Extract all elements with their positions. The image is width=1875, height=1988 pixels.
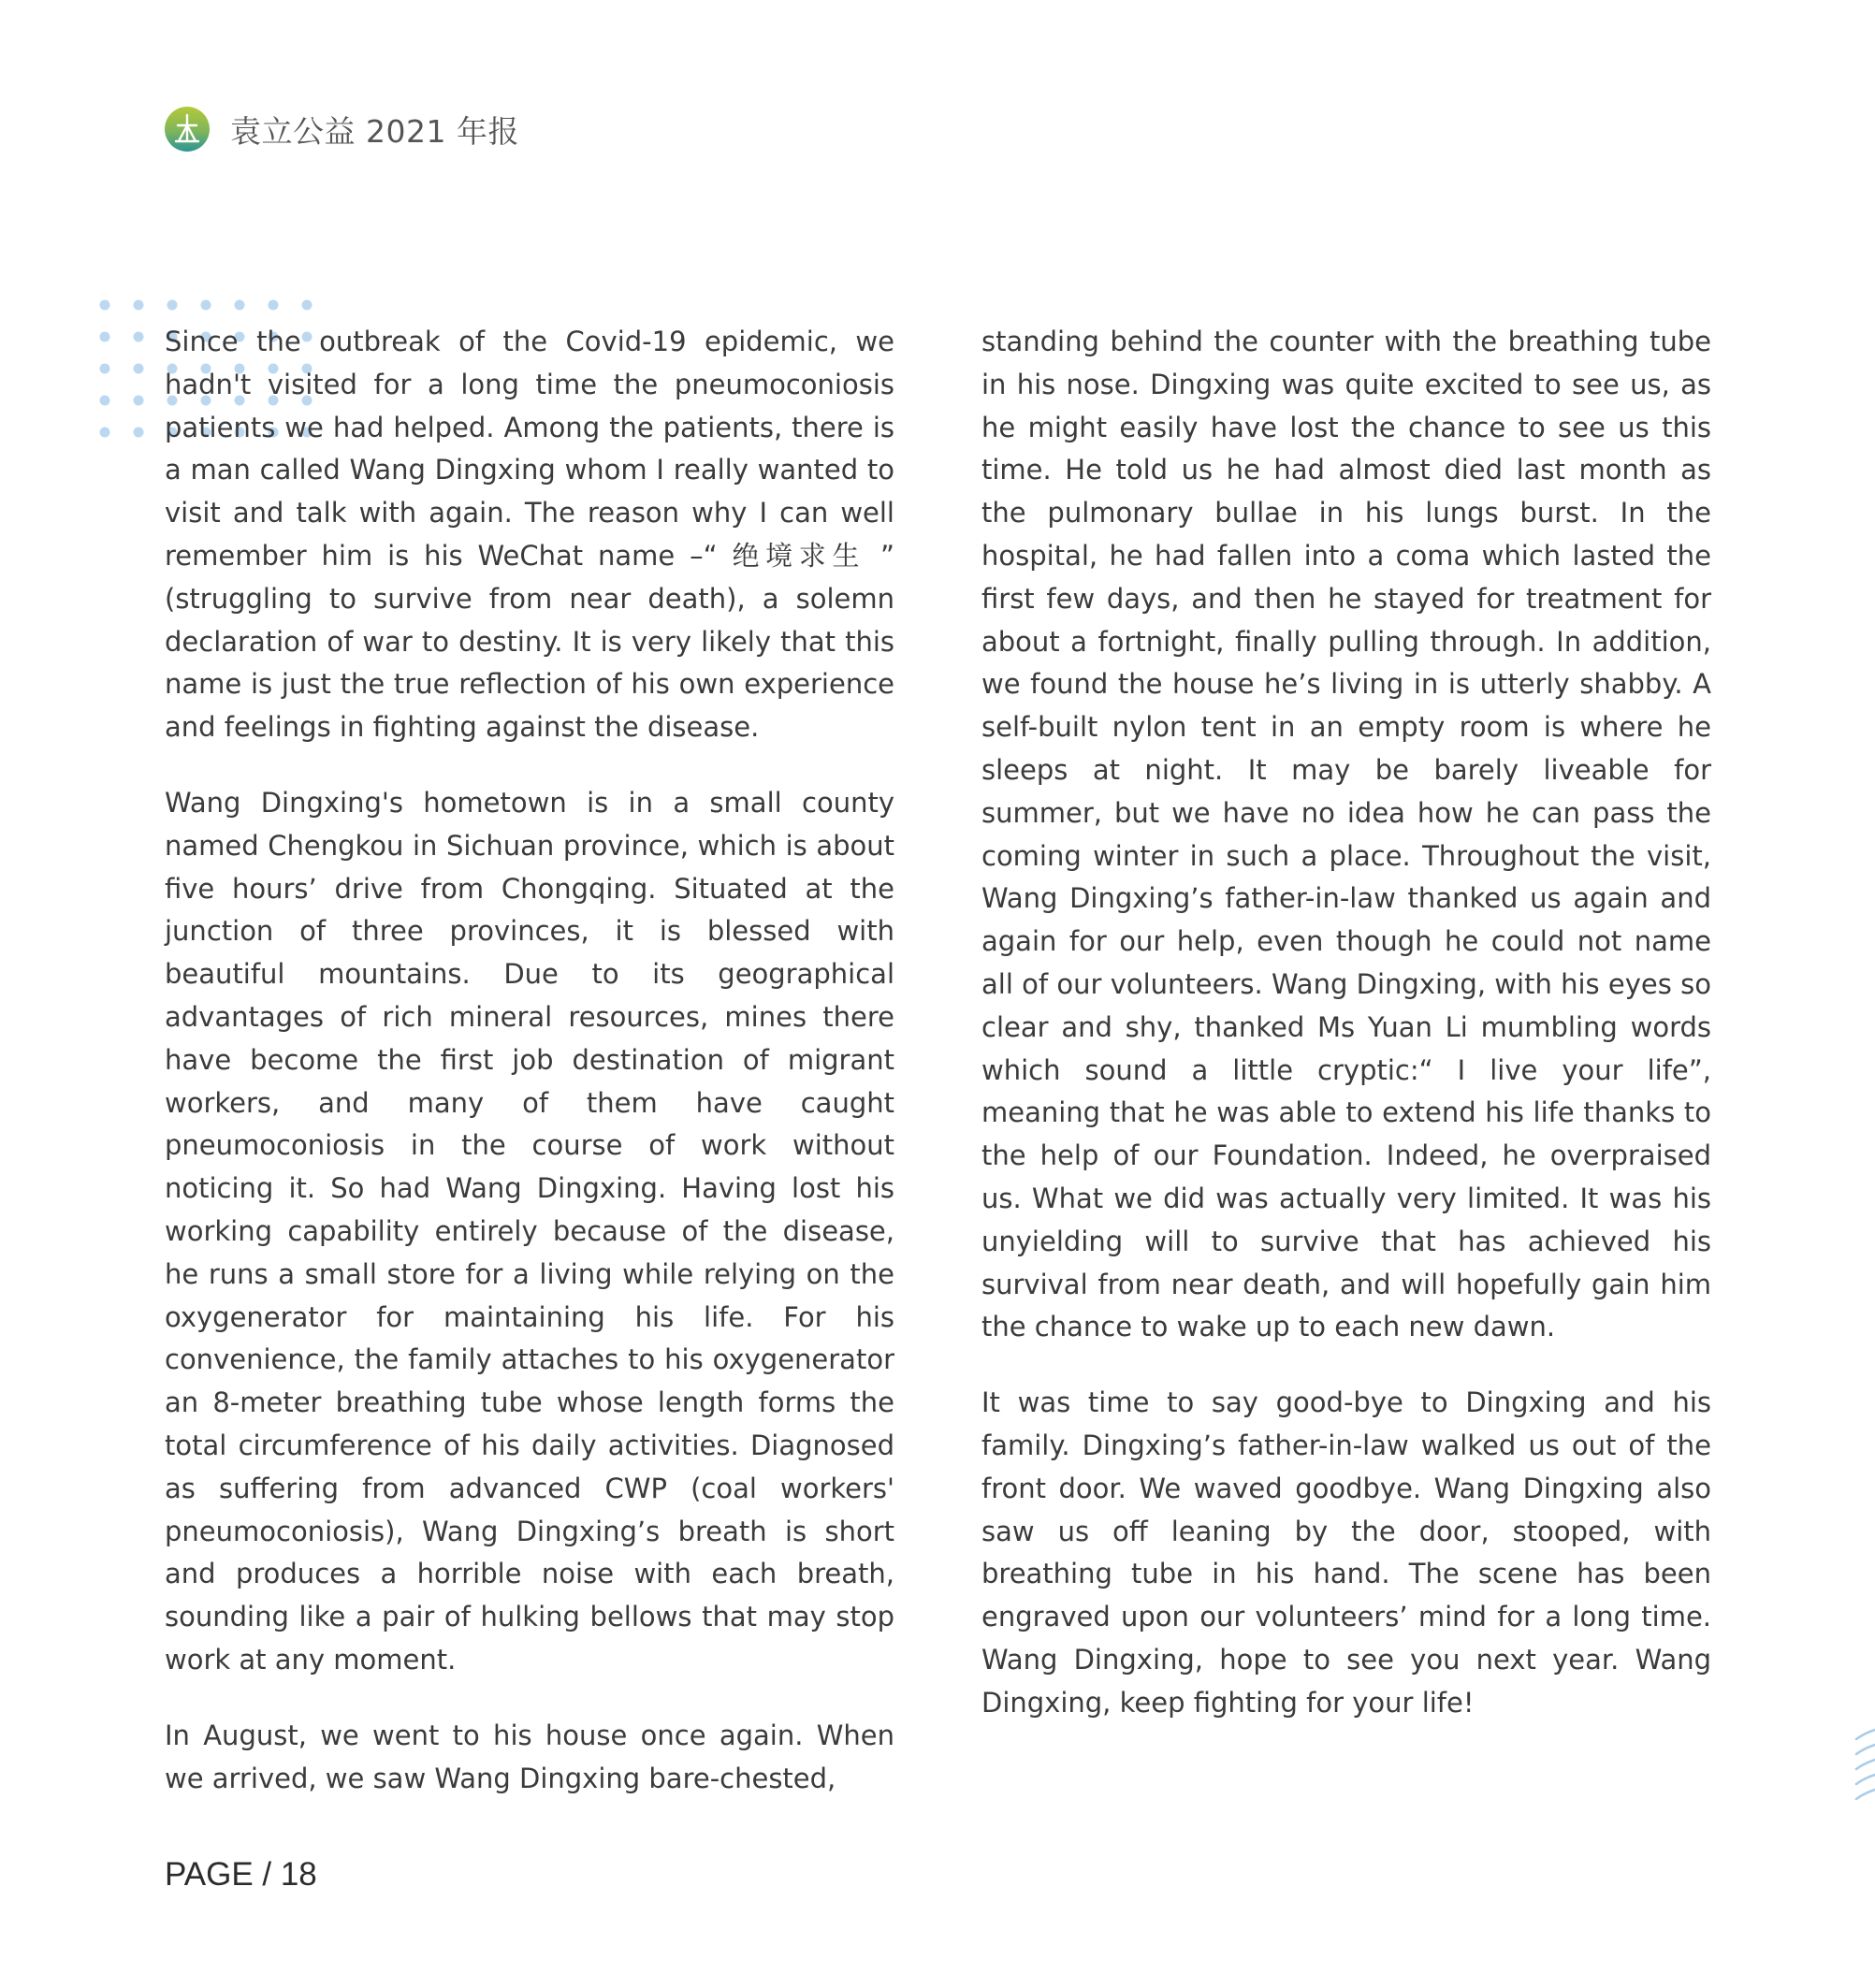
page-header <box>165 105 519 153</box>
article-column-right <box>981 321 1711 1758</box>
report-title: 袁立公益 2021 年报 <box>230 112 519 150</box>
article-column-left <box>165 321 894 1800</box>
foundation-logo-icon <box>165 107 210 152</box>
paragraph-hometown: Wang Dingxing's hometown is in a small county named Chengkou in Sichuan province, which is about five hours’ drive from Chongqing. Situated at the junction of three provinces, it is blessed with beautiful mountains. Due to its geographical advantages of rich mineral resources, mines there have become the first job destination of migrant workers, and many of them have caught pneumoconiosis in the course of work without noticing it. So had Wang Dingxing. Having lost his working capability entirely because of the disease, he runs a small store for a living while relying on the oxygenerator for maintaining his life. For his convenience, the family attaches to his oxygenerator an 8-meter breathing tube whose length forms the total circumference of his daily activities. Diagnosed as suffering from advanced CWP (coal workers' pneumoconiosis), Wang Dingxing’s breath is short and produces a horrible noise with each breath, sounding like a pair of hulking bellows that may stop work at any moment. <box>165 786 894 1676</box>
paragraph-farewell: It was time to say good-bye to Dingxing and his family. Dingxing’s father-in-law walked us out of the front door. We waved goodbye. Wang Dingxing also saw us off leaning by the door, stooped, with breathing tube in his hand. The scene has been engraved upon our volunteers’ mind for a long time. Wang Dingxing, hope to see you next year. Wang Dingxing, keep fighting for your life! <box>981 1386 1711 1719</box>
paragraph-visit-continued: standing behind the counter with the breathing tube in his nose. Dingxing was quite excited to see us, as he might easily have lost the chance to see us this time. He told us he had almost died last month as the pulmonary bullae in his lungs burst. In the hospital, he had fallen into a coma which lasted the first few days, and then he stayed for treatment for about a fortnight, finally pulling through. In addition, we found the house he’s living in is utterly shabby. A self-built nylon tent in an empty room is where he sleeps at night. It may be barely liveable for summer, but we have no idea how he can pass the coming winter in such a place. Throughout the visit, Wang Dingxing’s father-in-law thanked us again and again for our help, even though he could not name all of our volunteers. Wang Dingxing, with his eyes so clear and shy, thanked Ms Yuan Li mumbling words which sound a little cryptic:“ I live your life”, meaning that he was able to extend his life thanks to the help of our Foundation. Indeed, he overpraised us. What we did was actually very limited. It was his unyielding will to survive that has achieved his survival from near death, and will hopefully gain him the chance to wake up to each new dawn. <box>981 326 1711 1343</box>
page-number: PAGE / 18 <box>165 1856 317 1893</box>
decorative-wave-lines <box>1853 1726 1875 1810</box>
paragraph-intro: Since the outbreak of the Covid-19 epidemic, we hadn't visited for a long time the pneumoconiosis patients we had helped. Among the patients, there is a man called Wang Dingxing whom I really wanted to visit and talk with again. The reason why I can well remember him is his WeChat name –“ 绝境求生 ” (struggling to survive from near death), a solemn declaration of war to destiny. It is very likely that this name is just the true reflection of his own experience and feelings in fighting against the disease. <box>165 326 894 744</box>
paragraph-august-visit: In August, we went to his house once again. When we arrived, we saw Wang Dingxing bare-chested, <box>165 1719 894 1794</box>
